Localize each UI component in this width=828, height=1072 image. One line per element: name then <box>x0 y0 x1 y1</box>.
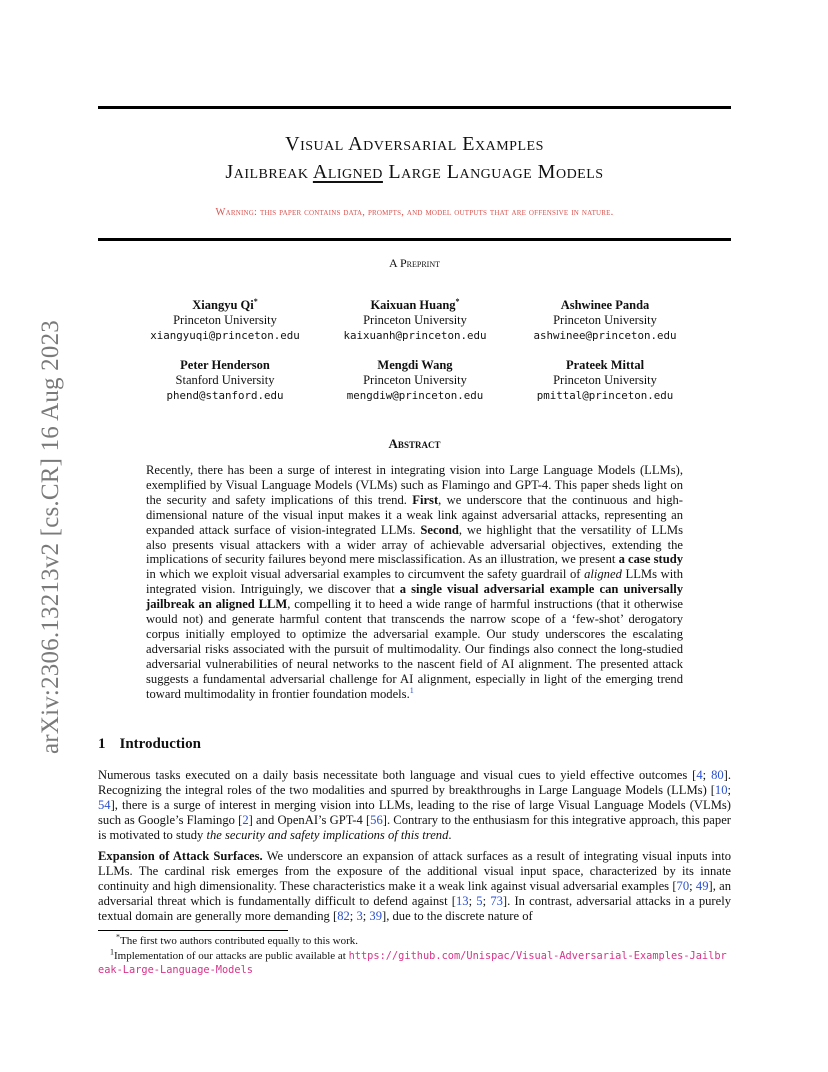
author-affiliation: Princeton University <box>553 313 657 327</box>
citation-link[interactable]: 54 <box>98 797 111 812</box>
title-line-2 <box>98 158 731 186</box>
equal-contribution-mark: * <box>253 296 258 306</box>
title-line-2-post: Large Language Models <box>382 161 604 183</box>
author-name: Kaixuan Huang* <box>370 296 460 312</box>
author-name: Peter Henderson <box>180 358 270 372</box>
authors-row-2 <box>130 358 700 403</box>
abstract-bold-second: Second <box>420 522 459 537</box>
arxiv-identifier: arXiv:2306.13213v2 [cs.CR] 16 Aug 2023 <box>37 320 64 754</box>
author-email[interactable]: pmittal@princeton.edu <box>536 389 674 402</box>
citation-link[interactable]: 82 <box>337 908 350 923</box>
author-affiliation: Princeton University <box>363 373 467 387</box>
author-email[interactable]: ashwinee@princeton.edu <box>533 329 677 342</box>
expansion-paragraph: Expansion of Attack Surfaces. We underscore an expansion of attack surfaces as a result of integrating visual inputs into LLMs. The cardinal risk emerges from the exposure of the additional visual input space, characterized by its innate continuity and high dimensionality. These characteristics make it a weak link against visual adversarial examples [70; 49], an adversarial threat which is fundamentally difficult to defend against [13; 5; 73]. In contrast, adversarial attacks in a purely textual domain are generally more demanding [82; 3; 39], due to the discrete nature of <box>98 849 731 923</box>
abstract-bold-finding: a single visual adversarial example can universally jailbreak an aligned LLM <box>146 582 683 612</box>
author-affiliation: Stanford University <box>175 373 275 387</box>
title-line-1: Visual Adversarial Examples <box>285 133 544 155</box>
title-line-2-pre: Jailbreak <box>225 161 313 183</box>
footnote-rule <box>98 930 288 931</box>
author-block <box>130 298 320 343</box>
author-name: Mengdi Wang <box>377 358 453 372</box>
citation-link[interactable]: 73 <box>490 893 503 908</box>
footnote-mark: 1 <box>110 947 114 957</box>
authors-row-1 <box>130 298 700 343</box>
author-name: Prateek Mittal <box>565 358 645 372</box>
footnote-2: $^1$Implementation of our attacks are public available at https://github.com/Unispac/Visual-Adversarial-Examples-Jailbreak-Large-Language-Models <box>98 947 727 976</box>
paragraph-heading: Expansion of Attack Surfaces. <box>98 849 263 863</box>
section-number: 1 <box>98 736 106 752</box>
citation-link[interactable]: 49 <box>695 878 709 893</box>
github-link[interactable]: https://github.com/Unispac/Visual-Adversarial-Examples-Jailbreak-Large-Language-Models <box>98 950 727 976</box>
section-title: Introduction <box>119 736 201 752</box>
author-block <box>320 358 510 403</box>
preprint-label: A Preprint <box>388 256 440 270</box>
content-warning: Warning: this paper contains data, prompts, and model outputs that are offensive in nature. <box>215 207 614 218</box>
citation-link[interactable]: 13 <box>455 893 469 908</box>
citation-link[interactable]: 56 <box>370 812 383 827</box>
author-email[interactable]: kaixuanh@princeton.edu <box>343 329 487 342</box>
citation-link[interactable]: 39 <box>369 908 382 923</box>
footnote-mark: * <box>116 932 120 942</box>
author-name: Xiangyu Qi* <box>192 296 258 312</box>
abstract-italic-aligned: aligned <box>584 567 622 582</box>
author-affiliation: Princeton University <box>173 313 277 327</box>
citation-link[interactable]: 3 <box>356 908 363 923</box>
author-affiliation: Princeton University <box>553 373 657 387</box>
abstract-text: Recently, there has been a surge of interest in integrating vision into Large Language Models (LLMs), exemplified by Visual Language Models (VLMs) such as Flamingo and GPT-4. This paper sheds light on the security and safety implications of this trend. First, we underscore that the continuous and high-dimensional nature of the visual input makes it a weak link against adversarial attacks, representing an expanded attack surface of vision-integrated LLMs. Second, we highlight that the versatility of LLMs also presents visual attackers with a wider array of achievable adversarial objectives, extending the implications of security failures beyond mere misclassification. As an illustration, we present a case study in which we exploit visual adversarial examples to circumvent the safety guardrail of aligned LLMs with integrated vision. Intriguingly, we discover that a single visual adversarial example can universally jailbreak an aligned LLM, compelling it to heed a wide range of harmful instructions (that it otherwise would not) and generate harmful content that transcends the narrow scope of a ‘few-shot’ derogatory corpus initially employed to optimize the adversarial example. Our study underscores the escalating adversarial risks associated with the pursuit of multimodality. Our findings also connect the long-studied adversarial vulnerabilities of neural networks to the nascent field of AI alignment. The presented attack suggests a fundamental adversarial challenge for AI alignment, especially in light of the emerging trend toward multimodality in frontier foundation models.$^1$ <box>146 463 684 701</box>
citation-link[interactable]: 5 <box>476 893 483 908</box>
title-underlined-word: Aligned <box>312 161 383 183</box>
author-block <box>510 358 700 403</box>
footnote-link-1[interactable]: 1 <box>409 685 414 695</box>
citation-link[interactable]: 70 <box>676 878 690 893</box>
abstract-bold-case-study: a case study <box>618 552 684 567</box>
intro-paragraph: Numerous tasks executed on a daily basis necessitate both language and visual cues to yield effective outcomes [4; 80]. Recognizing the integral roles of the two modalities and spurred by breakthroughs in Large Language Models (LLMs) [10; 54], there is a surge of interest in merging vision into LLMs, leading to the rise of large Visual Language Models (VLMs) such as Google’s Flamingo [2] and OpenAI’s GPT-4 [56]. Contrary to the enthusiasm for this integrative approach, this paper is motivated to study the security and safety implications of this trend. <box>98 768 731 842</box>
equal-contribution-mark: * <box>455 296 460 306</box>
author-block <box>320 298 510 343</box>
arxiv-sidebar <box>15 284 64 754</box>
author-email[interactable]: mengdiw@princeton.edu <box>346 389 484 402</box>
footnote-1: *The first two authors contributed equally to this work. <box>116 932 358 947</box>
author-name: Ashwinee Panda <box>560 298 650 312</box>
top-rule <box>98 106 731 109</box>
abstract-bold-first: First <box>412 492 439 507</box>
title-bottom-rule <box>98 238 731 241</box>
author-block <box>510 298 700 343</box>
author-affiliation: Princeton University <box>363 313 467 327</box>
paper-title <box>98 130 731 186</box>
citation-link[interactable]: 4 <box>696 768 703 782</box>
section-heading-introduction <box>98 736 201 753</box>
author-block <box>130 358 320 403</box>
author-email[interactable]: phend@stanford.edu <box>166 389 284 402</box>
intro-italic: the security and safety implications of this trend <box>206 827 449 842</box>
citation-link[interactable]: 10 <box>714 782 728 797</box>
author-email[interactable]: xiangyuqi@princeton.edu <box>150 329 300 342</box>
citation-link[interactable]: 2 <box>242 812 249 827</box>
abstract-heading: Abstract <box>388 436 441 451</box>
citation-link[interactable]: 80 <box>711 768 724 782</box>
